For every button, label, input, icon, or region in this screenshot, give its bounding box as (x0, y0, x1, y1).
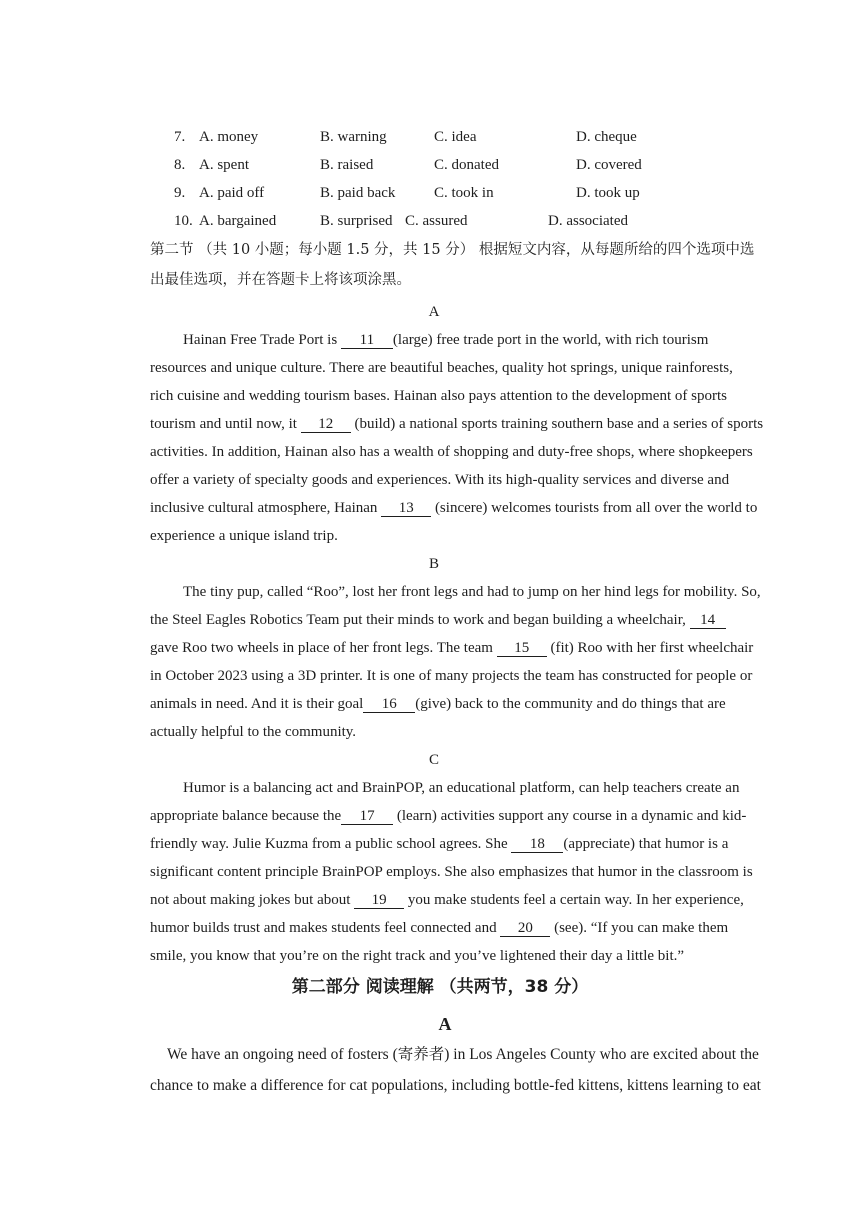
passage-b-line: animals in need. And it is their goal 16 (give) back to the community and do things that are (150, 696, 726, 712)
passage-c-line: appropriate balance because the 17 (learn) activities support any course in a dynamic and kid- (150, 808, 747, 824)
blank-15: 15 (497, 640, 547, 657)
passage-a-line: rich cuisine and wedding tourism bases. Hainan also pays attention to the development of sports (150, 388, 727, 404)
option-b: B. paid back (320, 185, 396, 201)
blank-13: 13 (381, 500, 431, 517)
reading-label-a: A (438, 1014, 452, 1034)
passage-c-line: smile, you know that you’re on the right track and you’ve lightened their day a little bit.” (150, 948, 685, 964)
option-a: A. paid off (199, 185, 265, 201)
passage-a-line: tourism and until now, it 12 (build) a national sports training southern base and a series of sports (150, 416, 764, 432)
blank-18: 18 (511, 836, 563, 853)
option-b: B. surprised (320, 213, 393, 229)
passage-b-line: gave Roo two wheels in place of her front legs. The team 15 (fit) Roo with her first wheelchair (150, 640, 754, 656)
section-instructions-line-2: 出最佳选项，并在答题卡上将该项涂黑。 (150, 272, 411, 288)
passage-c-line: significant content principle BrainPOP employs. She also emphasizes that humor in the classroom is (150, 864, 753, 880)
passage-b-line: the Steel Eagles Robotics Team put their minds to work and began building a wheelchair, 14 (150, 610, 726, 630)
option-d: D. covered (576, 157, 642, 173)
section-instructions-line-1: 第二节 （共 10 小题；每小题 1.5 分，共 15 分） 根据短文内容，从每题所给的四个选项中选 (150, 242, 755, 258)
blank-20: 20 (500, 920, 550, 937)
option-c: C. donated (434, 157, 499, 173)
option-a: A. spent (199, 157, 249, 173)
passage-a-line: Hainan Free Trade Port is 11 (large) free trade port in the world, with rich tourism (183, 332, 709, 348)
question-number: 10. (174, 213, 193, 229)
passage-c-line: humor builds trust and makes students feel connected and 20 (see). “If you can make them (150, 920, 729, 936)
passage-label-a: A (428, 304, 440, 320)
passage-a-line: offer a variety of specialty goods and experiences. With its high-quality services and diverse and (150, 472, 730, 488)
passage-a-line: experience a unique island trip. (150, 528, 338, 544)
option-a: A. money (199, 129, 259, 145)
question-number: 9. (174, 185, 186, 201)
passage-a-line: inclusive cultural atmosphere, Hainan 13 (sincere) welcomes tourists from all over the world to (150, 500, 758, 516)
part-heading: 第二部分 阅读理解 （共两节，38 分） (291, 977, 589, 997)
blank-16: 16 (363, 696, 415, 713)
option-b: B. raised (320, 157, 374, 173)
blank-19: 19 (354, 892, 404, 909)
option-d: D. associated (548, 213, 628, 229)
reading-line: We have an ongoing need of fosters (寄养者) in Los Angeles County who are excited about the (167, 1046, 759, 1063)
reading-line: chance to make a difference for cat populations, including bottle-fed kittens, kittens learning to eat (150, 1077, 761, 1094)
passage-c-line: Humor is a balancing act and BrainPOP, an educational platform, can help teachers create an (183, 780, 740, 796)
question-number: 7. (174, 129, 186, 145)
passage-b-line: The tiny pup, called “Roo”, lost her front legs and had to jump on her hind legs for mobility. So, (183, 584, 761, 600)
passage-b-line: in October 2023 using a 3D printer. It is one of many projects the team has constructed for people or (150, 668, 753, 684)
option-b: B. warning (320, 129, 387, 145)
passage-c-line: friendly way. Julie Kuzma from a public school agrees. She 18 (appreciate) that humor is a (150, 836, 729, 852)
passage-a-line: activities. In addition, Hainan also has a wealth of shopping and duty-free shops, where shopkeepers (150, 444, 753, 460)
blank-11: 11 (341, 332, 393, 349)
blank-14: 14 (690, 612, 726, 629)
passage-c-line: not about making jokes but about 19 you make students feel a certain way. In her experience, (150, 892, 744, 908)
option-c: C. assured (405, 213, 468, 229)
blank-12: 12 (301, 416, 351, 433)
option-c: C. idea (434, 129, 477, 145)
option-a: A. bargained (199, 213, 277, 229)
option-c: C. took in (434, 185, 494, 201)
passage-label-b: B (428, 556, 439, 572)
question-number: 8. (174, 157, 186, 173)
option-d: D. cheque (576, 129, 637, 145)
passage-a-line: resources and unique culture. There are beautiful beaches, quality hot springs, unique rainforests, (150, 360, 733, 376)
passage-label-c: C (428, 752, 439, 768)
passage-b-line: actually helpful to the community. (150, 724, 357, 740)
option-d: D. took up (576, 185, 640, 201)
blank-17: 17 (341, 808, 393, 825)
